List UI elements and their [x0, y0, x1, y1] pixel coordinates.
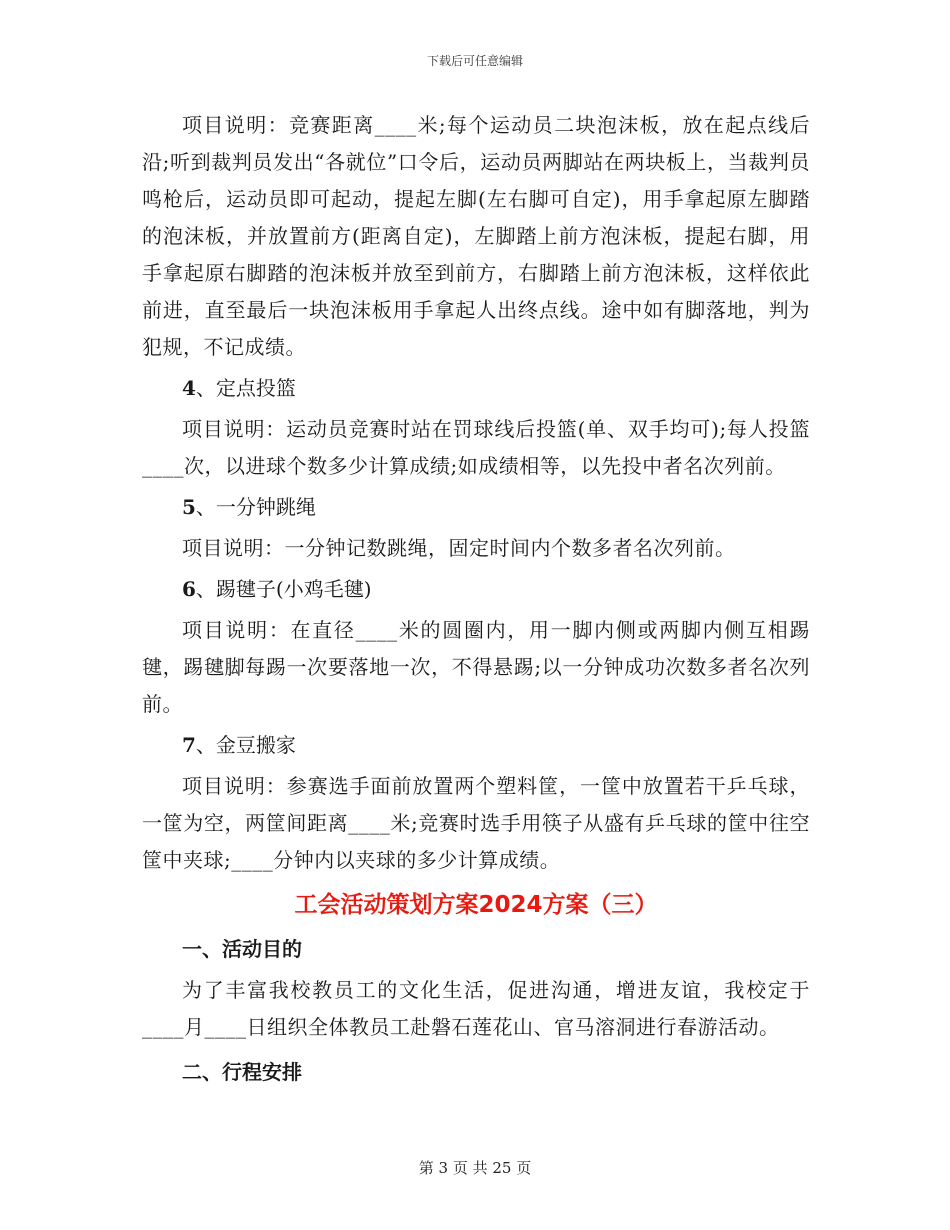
paragraph-item3-description: 项目说明：竞赛距离____米;每个运动员二块泡沫板，放在起点线后沿;听到裁判员发出“各就位”口令后，运动员两脚站在两块板上，当裁判员鸣枪后，运动员即可起动，提起左脚(左右脚可自定)，用手拿起原左脚踏的泡沫板，并放置前方(距离自定)，左脚踏上前方泡沫板，提起右脚，用手拿起原右脚踏的泡沫板并放至到前方，右脚踏上前方泡沫板，这样依此前进，直至最后一块泡沫板用手拿起人出终点线。途中如有脚落地，判为犯规，不记成绩。: [142, 113, 810, 359]
heading-item7-text: 、金豆搬家: [195, 733, 296, 757]
heading-item7-number: 7: [182, 733, 196, 757]
heading-item5-text: 、一分钟跳绳: [195, 495, 316, 519]
heading-item7: [142, 727, 810, 764]
heading-item4: [142, 370, 810, 407]
heading-item4-text: 、定点投篮: [195, 376, 296, 400]
heading-item6: [142, 571, 810, 608]
paragraph-activity-purpose: 为了丰富我校教员工的文化生活，促进沟通，增进友谊，我校定于____月____日组织全体教员工赴磐石莲花山、官马溶洞进行春游活动。: [142, 978, 810, 1039]
heading-item4-number: 4: [182, 376, 196, 400]
heading-item5: [142, 489, 810, 526]
heading-item6-number: 6: [182, 577, 196, 601]
heading-itinerary: 二、行程安排: [182, 1060, 302, 1084]
page-footer: 第 3 页 共 25 页: [418, 1159, 532, 1177]
paragraph-item7-description: 项目说明：参赛选手面前放置两个塑料筐，一筐中放置若干乒乓球，一筐为空，两筐间距离____米;竞赛时选手用筷子从盛有乒乓球的筐中往空筐中夹球;____分钟内以夹球的多少计算成绩。: [142, 774, 810, 872]
paragraph-item4-description: 项目说明：运动员竞赛时站在罚球线后投篮(单、双手均可);每人投篮____次，以进球个数多少计算成绩;如成绩相等，以先投中者名次列前。: [142, 417, 810, 478]
heading-activity-purpose: 一、活动目的: [182, 937, 302, 961]
document-body: [142, 107, 810, 1091]
paragraph-item5-description: 项目说明：一分钟记数跳绳，固定时间内个数多者名次列前。: [182, 536, 736, 560]
section-title: 工会活动策划方案2024方案（三）: [294, 892, 658, 918]
paragraph-item6-description: 项目说明：在直径____米的圆圈内，用一脚内侧或两脚内侧互相踢毽，踢毽脚每踢一次要落地一次，不得悬踢;以一分钟成功次数多者名次列前。: [142, 618, 810, 716]
heading-item5-number: 5: [182, 495, 196, 519]
page-header: 下载后可任意编辑: [426, 54, 523, 68]
heading-item6-text: 、踢毽子(小鸡毛毽): [195, 577, 372, 601]
